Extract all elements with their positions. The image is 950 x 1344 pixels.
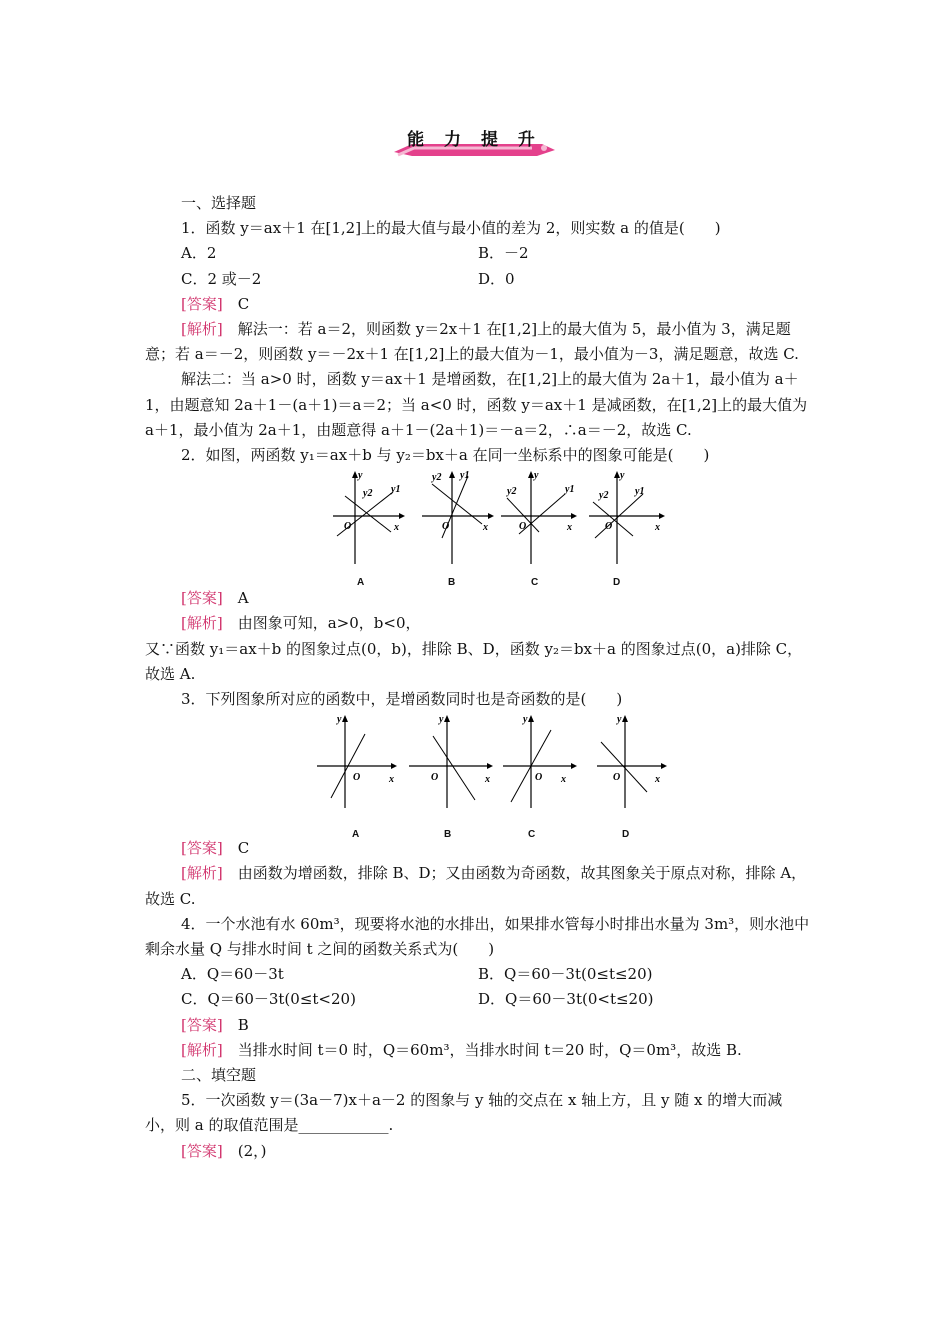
analysis-text: 解法一：若 a＝2，则函数 y＝2x＋1 在[1,2]上的最大值为 5，最小值为 3，满足题意；若 a＝－2，则函数 y＝－2x＋1 在[1,2]上的最大值为－1，最小值为－3，满足题意，故选 C. — [145, 320, 799, 364]
axis-y-label: y — [534, 470, 539, 482]
analysis-2 — [145, 611, 811, 636]
analysis-1-method-2: 解法二：当 a>0 时，函数 y＝ax＋1 是增函数，在[1,2]上的最大值为 2a＋1，最小值为 a＋1，由题意知 2a＋1－(a＋1)＝a＝2；当 a<0 时，函数 y＝ax＋1 是减函数，在[1,2]上的最大值为 a＋1，最小值为 2a＋1，由题意得 a＋1－(2a＋1)＝－a＝2，∴a＝－2，故选 C. — [145, 370, 808, 439]
analysis-tag: [解析] — [181, 614, 223, 633]
answer-value: C — [237, 294, 250, 313]
origin-label: O — [519, 521, 527, 533]
section-banner — [392, 128, 557, 160]
figure-label-c: C — [531, 577, 539, 589]
figure-label-d: D — [613, 577, 621, 589]
graph-b — [420, 468, 495, 568]
question-1-stem: 1．函数 y＝ax＋1 在[1,2]上的最大值与最小值的差为 2，则实数 a 的值是( ) — [181, 219, 721, 238]
axis-y-label: y — [523, 714, 528, 726]
graph-c — [501, 712, 581, 812]
option-b: B．Q＝60－3t(0≤t≤20) — [478, 965, 653, 984]
analysis-tag: [解析] — [181, 864, 223, 883]
page-title: 能 力 提 升 — [407, 130, 542, 150]
analysis-tag: [解析] — [181, 320, 223, 339]
option-b: B．－2 — [478, 244, 529, 263]
figure-label-b: B — [444, 829, 452, 841]
answer-value: (2，) — [237, 1141, 267, 1160]
answer-tag: [答案] — [181, 839, 223, 858]
origin-label: O — [431, 772, 439, 784]
document-body — [145, 191, 811, 1164]
section-heading-choice: 一、选择题 — [181, 194, 257, 212]
graph-c — [499, 468, 579, 568]
figure-label-d: D — [622, 829, 630, 841]
question-4-options-row2 — [145, 987, 811, 1012]
graph-d — [595, 712, 675, 812]
axis-x-label: x — [655, 774, 660, 786]
analysis-1 — [145, 317, 811, 367]
question-1-options-row2 — [145, 267, 811, 292]
analysis-4 — [145, 1038, 811, 1063]
answer-4 — [145, 1013, 811, 1038]
answer-1 — [145, 292, 811, 317]
origin-label: O — [535, 772, 543, 784]
answer-tag: [答案] — [181, 294, 223, 313]
option-a: A．2 — [181, 244, 217, 263]
graph-a — [331, 468, 406, 568]
answer-tag: [答案] — [181, 1141, 223, 1160]
axis-x-label: x — [389, 774, 394, 786]
axis-y-label: y — [620, 470, 625, 482]
curve-y1-label: y1 — [391, 484, 401, 496]
origin-label: O — [344, 521, 352, 533]
analysis-tag: [解析] — [181, 1040, 223, 1059]
question-5-stem: 5．一次函数 y＝(3a－7)x＋a－2 的图象与 y 轴的交点在 x 轴上方，且 y 随 x 的增大而减小，则 a 的取值范围是____________. — [145, 1091, 783, 1135]
axis-x-label: x — [561, 774, 566, 786]
graph-d — [587, 468, 667, 568]
curve-y1-label: y1 — [635, 486, 645, 498]
figure-label-c: C — [528, 829, 536, 841]
origin-label: O — [353, 772, 361, 784]
question-4-stem: 4．一个水池有水 60m³，现要将水池的水排出，如果排水管每小时排出水量为 3m³，则水池中剩余水量 Q 与排水时间 t 之间的函数关系式为( ) — [145, 914, 810, 959]
answer-3 — [145, 836, 811, 861]
axis-x-label: x — [485, 774, 490, 786]
axis-y-label: y — [617, 714, 622, 726]
answer-value: A — [237, 589, 249, 608]
answer-tag: [答案] — [181, 1015, 223, 1034]
analysis-text: 由图象可知，a>0，b<0， — [237, 614, 421, 633]
curve-y2-label: y2 — [363, 488, 373, 500]
axis-x-label: x — [394, 522, 399, 534]
curve-y1-label: y1 — [565, 484, 575, 496]
option-a: A．Q＝60－3t — [181, 965, 284, 984]
axis-x-label: x — [567, 522, 572, 534]
question-1-options — [145, 241, 811, 266]
question-2-figures — [145, 468, 811, 589]
figure-label-a: A — [352, 829, 360, 841]
analysis-2-continued: 又∵函数 y₁＝ax＋b 的图象过点(0，b)，排除 B、D，函数 y₂＝bx＋a 的图象过点(0，a)排除 C，故选 A. — [145, 639, 803, 683]
axis-x-label: x — [655, 522, 660, 534]
question-4-options — [145, 962, 811, 987]
option-c: C．Q＝60－3t(0≤t<20) — [181, 990, 356, 1009]
analysis-text: 由函数为增函数，排除 B、D；又由函数为奇函数，故其图象关于原点对称，排除 A，故选 C. — [145, 864, 807, 908]
answer-tag: [答案] — [181, 589, 223, 608]
curve-y2-label: y2 — [599, 490, 609, 502]
axis-y-label: y — [337, 714, 342, 726]
curve-y2-label: y2 — [432, 472, 442, 484]
origin-label: O — [613, 772, 621, 784]
figure-label-b: B — [448, 577, 456, 589]
curve-y1-label: y1 — [460, 470, 470, 482]
question-2-stem: 2．如图，两函数 y₁＝ax＋b 与 y₂＝bx＋a 在同一坐标系中的图象可能是( ) — [181, 446, 710, 465]
option-d: D．0 — [478, 269, 515, 288]
answer-2 — [145, 586, 811, 611]
origin-label: O — [442, 521, 450, 533]
graph-a — [315, 712, 400, 812]
curve-y2-label: y2 — [507, 486, 517, 498]
figure-label-a: A — [357, 577, 365, 589]
question-3-stem: 3．下列图象所对应的函数中，是增函数同时也是奇函数的是( ) — [181, 690, 623, 709]
section-heading-fill: 二、填空题 — [181, 1066, 257, 1085]
answer-value: B — [237, 1015, 249, 1034]
axis-x-label: x — [483, 522, 488, 534]
axis-y-label: y — [439, 714, 444, 726]
origin-label: O — [605, 521, 613, 533]
analysis-3 — [145, 861, 811, 911]
graph-b — [407, 712, 497, 812]
answer-5 — [145, 1139, 811, 1164]
question-3-figures — [145, 712, 811, 841]
axis-y-label: y — [358, 470, 363, 482]
option-c: C．2 或－2 — [181, 269, 262, 288]
option-d: D．Q＝60－3t(0<t≤20) — [478, 990, 654, 1009]
answer-value: C — [237, 839, 250, 858]
analysis-text: 当排水时间 t＝0 时，Q＝60m³，当排水时间 t＝20 时，Q＝0m³，故选 B. — [237, 1040, 742, 1059]
